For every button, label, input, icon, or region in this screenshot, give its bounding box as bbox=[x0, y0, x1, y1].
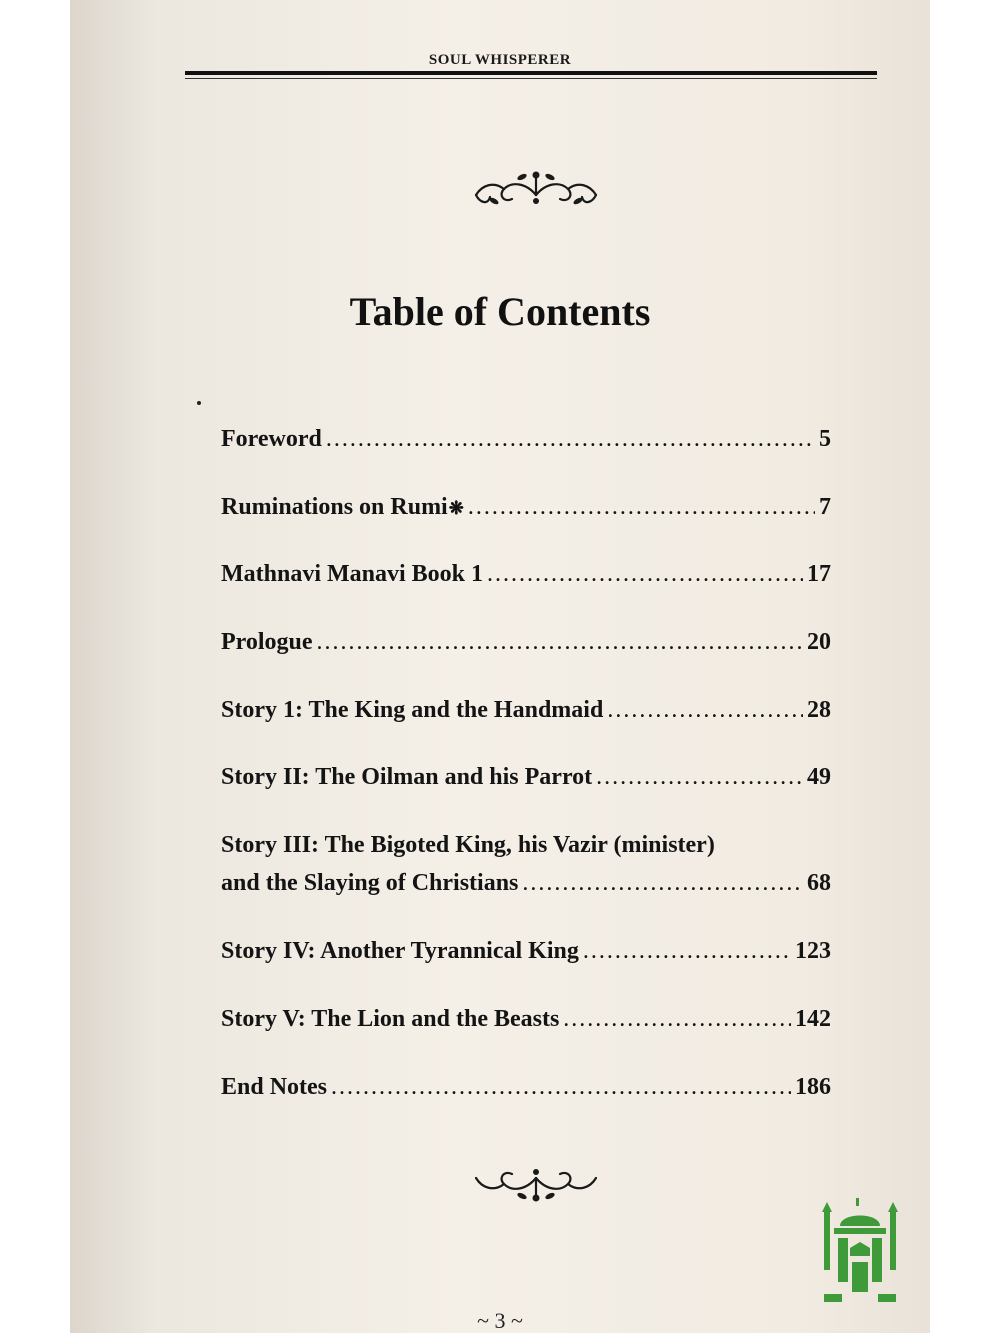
toc-entry bbox=[221, 1004, 831, 1034]
toc-entry-page: 7 bbox=[819, 494, 831, 520]
toc-entry bbox=[221, 936, 831, 966]
toc-entry-title: Foreword bbox=[221, 426, 322, 452]
toc-entry bbox=[221, 1072, 831, 1102]
toc-entry-title: Story 1: The King and the Handmaid bbox=[221, 697, 604, 723]
page-number: ~ 3 ~ bbox=[477, 1308, 523, 1333]
header-rule-thin bbox=[185, 78, 877, 79]
toc-entry-title-line1: Story III: The Bigoted King, his Vazir (minister) bbox=[221, 832, 715, 858]
toc-entry-title: Story II: The Oilman and his Parrot bbox=[221, 764, 593, 790]
page-title: Table of Contents bbox=[349, 289, 651, 334]
dot-leader bbox=[331, 1072, 791, 1102]
toc-entry bbox=[221, 627, 831, 657]
header-rule-thick bbox=[185, 71, 877, 75]
dot-leader bbox=[563, 1004, 791, 1034]
toc-entry-page: 5 bbox=[819, 426, 831, 452]
toc-entry-page: 17 bbox=[807, 561, 831, 587]
calligraphy-honorific-icon: ❋ bbox=[448, 498, 464, 518]
toc-entry-page: 68 bbox=[807, 870, 831, 896]
dot-leader bbox=[317, 627, 803, 657]
floral-ornament-icon bbox=[466, 1162, 606, 1208]
toc-entry bbox=[221, 762, 831, 792]
toc-entry-page: 49 bbox=[807, 764, 831, 790]
mosque-logo-icon bbox=[818, 1198, 902, 1308]
toc-entry-page: 28 bbox=[807, 697, 831, 723]
toc-entry-title: Ruminations on Rumi bbox=[221, 494, 448, 520]
toc-entry bbox=[221, 559, 831, 589]
dot-leader bbox=[596, 762, 803, 792]
toc-entry-title: Story IV: Another Tyrannical King bbox=[221, 938, 579, 964]
floral-ornament-icon bbox=[466, 165, 606, 211]
toc-entry-page: 123 bbox=[795, 938, 831, 964]
toc-entry bbox=[221, 695, 831, 725]
toc-entry-title-line2: and the Slaying of Christians bbox=[221, 870, 519, 896]
toc-entry bbox=[221, 424, 831, 454]
bleed-through-text bbox=[490, 118, 501, 169]
dot-leader bbox=[468, 492, 815, 522]
dot-leader bbox=[326, 424, 815, 454]
toc-entry-title: Mathnavi Manavi Book 1 bbox=[221, 561, 484, 587]
toc-entry-page: 186 bbox=[795, 1074, 831, 1100]
running-header: SOUL WHISPERER bbox=[428, 52, 572, 68]
toc-entry-page: 20 bbox=[807, 629, 831, 655]
ink-speck bbox=[197, 401, 201, 405]
toc-entry-title: Prologue bbox=[221, 629, 313, 655]
toc-entry-title: End Notes bbox=[221, 1074, 328, 1100]
toc-entry bbox=[221, 830, 831, 898]
dot-leader bbox=[607, 695, 803, 725]
toc-entry bbox=[221, 492, 831, 523]
dot-leader bbox=[522, 868, 803, 898]
dot-leader bbox=[583, 936, 791, 966]
toc-entry-title: Story V: The Lion and the Beasts bbox=[221, 1006, 560, 1032]
toc-entry-page: 142 bbox=[795, 1006, 831, 1032]
dot-leader bbox=[487, 559, 803, 589]
